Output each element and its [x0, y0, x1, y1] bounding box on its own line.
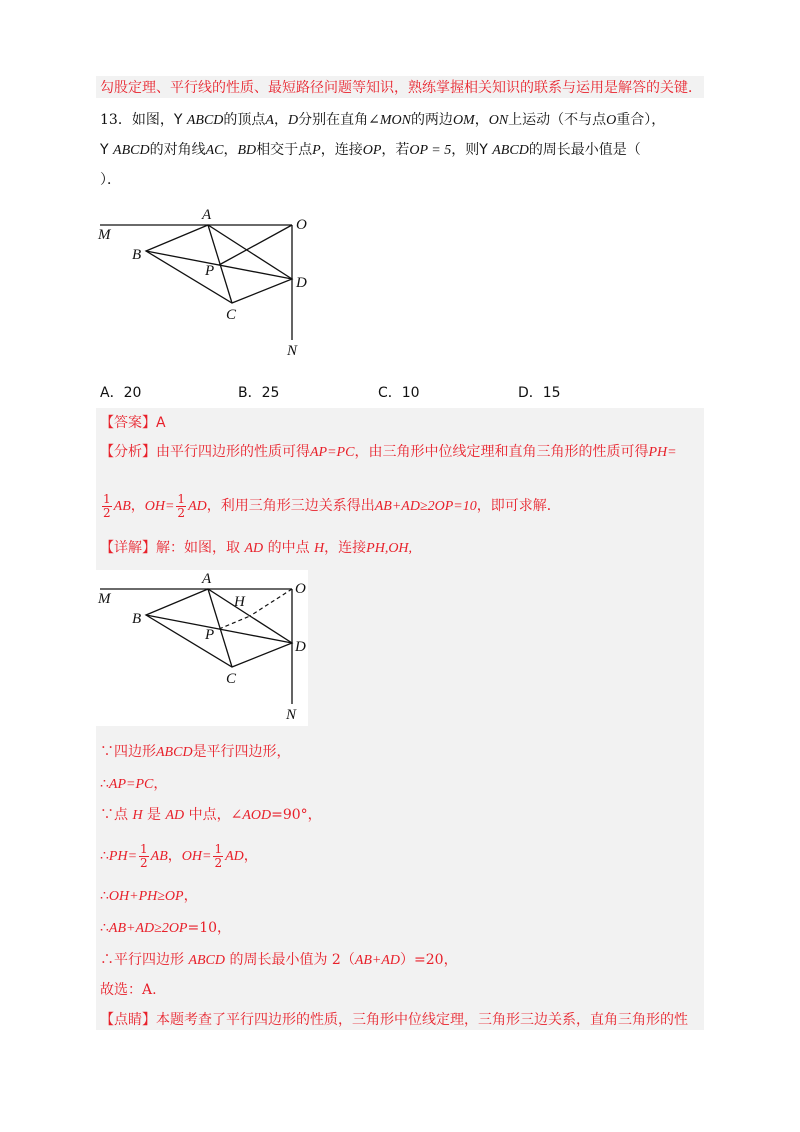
- comment-line: 【点睛】本题考查了平行四边形的性质，三角形中位线定理，三角形三边关系，直角三角形的性: [100, 1012, 688, 1028]
- label-a: A: [202, 207, 212, 223]
- figure-1-diagram: [96, 205, 326, 365]
- label-p: P: [205, 627, 215, 643]
- step-3: ∵点 H 是 AD 中点，∠AOD=90°，: [100, 807, 322, 823]
- analysis-line-1: 【分析】由平行四边形的性质可得AP=PC，由三角形中位线定理和直角三角形的性质可得PH=: [100, 444, 677, 460]
- step-8: 故选：A.: [100, 982, 157, 998]
- label-c: C: [226, 671, 237, 687]
- question-line-3: ）．: [100, 172, 121, 188]
- question-line-2: Y ABCD的对角线AC，BD相交于点P，连接OP，若OP = 5，则Y ABCD的周长最小值是（: [100, 142, 641, 158]
- parallelogram-symbol: Y: [173, 112, 183, 128]
- label-n: N: [287, 343, 298, 359]
- step-5: ∴OH+PH≥OP，: [100, 888, 198, 904]
- parallelogram-abcd: [146, 589, 292, 667]
- label-c: C: [226, 307, 237, 323]
- answer-line: 【答案】A: [100, 415, 166, 431]
- label-o: O: [295, 581, 306, 597]
- label-d: D: [296, 275, 307, 291]
- segment-oh: [250, 589, 292, 616]
- label-d: D: [295, 639, 306, 655]
- intro-text: 勾股定理、平行线的性质、最短路径问题等知识，熟练掌握相关知识的联系与运用是解答的关键．: [100, 80, 702, 96]
- analysis-line-2: $\frac{1}{2}$ AB，OH= $\frac{1}{2}$ AD，利用三角形三边关系得出AB+AD≥2OP=10，即可求解．: [103, 491, 561, 520]
- choice-d[interactable]: D．15: [518, 385, 561, 401]
- step-6: ∴AB+AD≥2OP=10，: [100, 920, 232, 936]
- step-1: ∵四边形ABCD是平行四边形，: [100, 744, 291, 760]
- question-line-1: 13．如图，Y ABCD的顶点A，D分别在直角∠MON的两边OM，ON上运动（不与点O重合），: [100, 112, 666, 128]
- label-m: M: [98, 227, 111, 243]
- label-a: A: [202, 571, 212, 587]
- fraction-half: $\frac{1}{2}$: [140, 841, 148, 870]
- choice-b[interactable]: B．25: [238, 385, 280, 401]
- label-o: O: [296, 217, 307, 233]
- fraction-half: $\frac{1}{2}$: [177, 491, 186, 520]
- label-h: H: [234, 594, 245, 610]
- fraction-half: $\frac{1}{2}$: [214, 841, 223, 870]
- segment-ph: [219, 616, 250, 629]
- label-n: N: [286, 707, 297, 723]
- label-b: B: [132, 247, 142, 263]
- choice-a[interactable]: A．20: [100, 385, 142, 401]
- label-b: B: [132, 611, 142, 627]
- label-p: P: [205, 263, 215, 279]
- detail-line: 【详解】解：如图，取 AD 的中点 H，连接PH,OH,: [100, 540, 413, 556]
- step-2: ∴AP=PC，: [100, 776, 168, 792]
- figure-2-diagram: [96, 570, 308, 726]
- segment-op: [219, 225, 292, 265]
- step-7: ∴平行四边形 ABCD 的周长最小值为 2（AB+AD）=20，: [100, 952, 458, 968]
- fraction-half: $\frac{1}{2}$: [103, 491, 111, 520]
- choice-c[interactable]: C．10: [378, 385, 420, 401]
- label-m: M: [98, 591, 111, 607]
- step-4: ∴PH= $\frac{1}{2}$ AB，OH= $\frac{1}{2}$ AD，: [100, 841, 258, 870]
